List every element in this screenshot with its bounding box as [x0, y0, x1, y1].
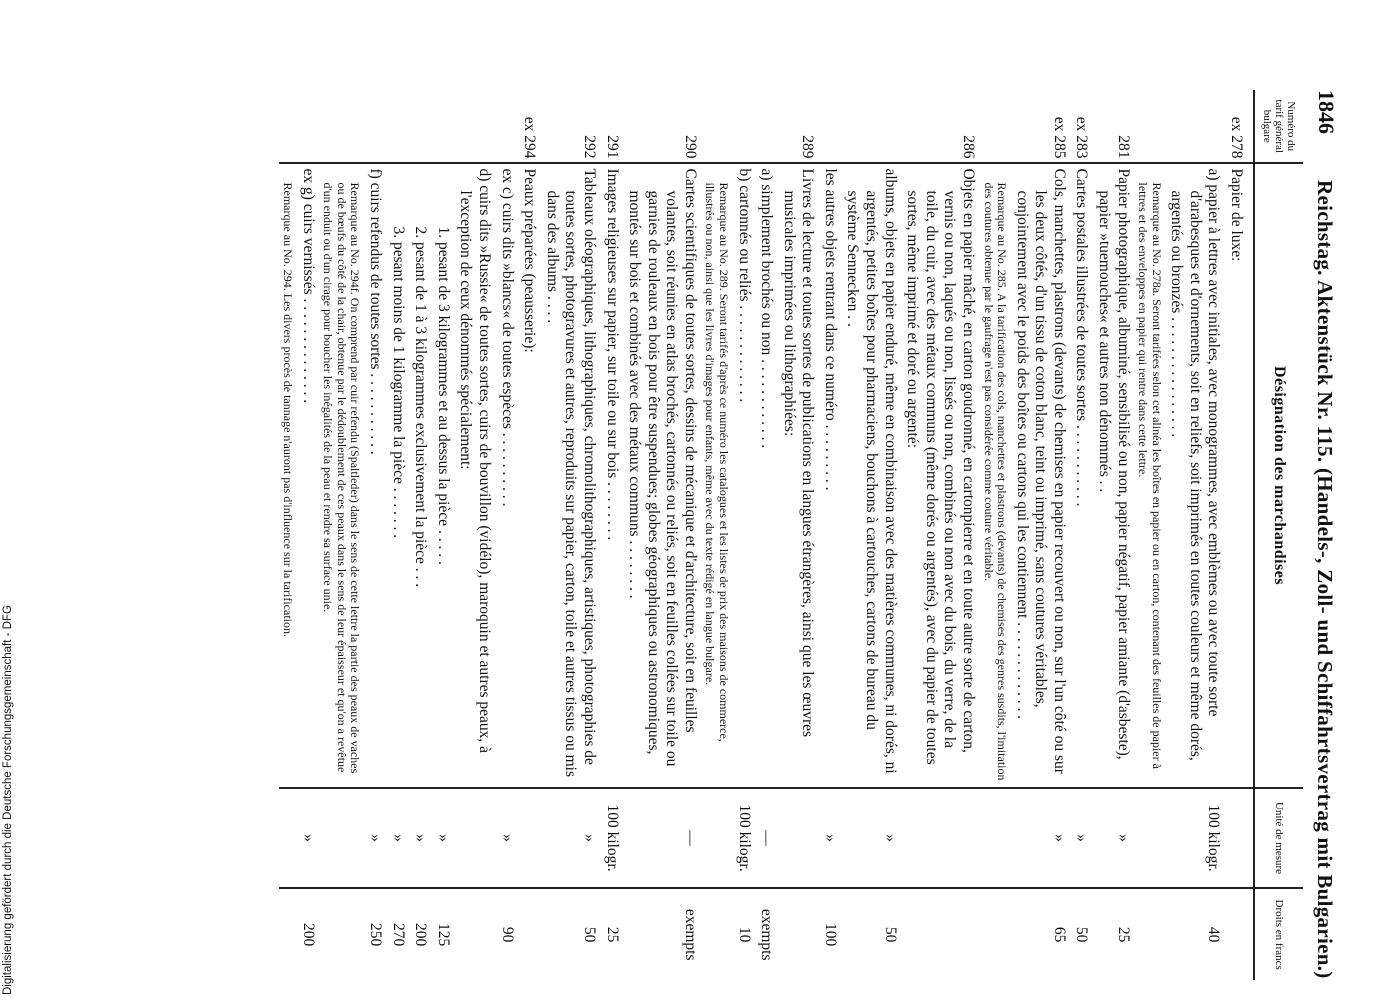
- tariff-number-cell: ex 278: [1224, 90, 1254, 163]
- designation-cell: [409, 163, 432, 787]
- designation-cell: [319, 163, 364, 787]
- duty-cell: [454, 888, 495, 980]
- tariff-number-cell: ex 285: [1010, 90, 1070, 163]
- duty-cell: 200: [299, 923, 317, 947]
- unit-cell: [701, 788, 732, 889]
- tariff-table: [279, 90, 1303, 980]
- duty-cell: exempts: [681, 908, 699, 961]
- unit-cell: »: [296, 788, 319, 889]
- table-header-row: [1254, 90, 1303, 980]
- designation-cell: [540, 163, 600, 787]
- unit-cell: »: [1070, 788, 1093, 889]
- remark-text: Remarque au No. 294f. On comprend par cuir refendu (Spaltleder) dans le sens de cette lettre la partie des peaux de vaches ou de bœufs du côté de la chair, obtenue par le dédoublement de ces peaux dans le sens de leur épaisseur et qu'on a revêtue d'un enduit ou d'un cirage pour boucher les inégalités de la peau et rendre sa surface unie.: [321, 182, 363, 774]
- designation-text: les autres objets rentrant dans ce numéro . . . . . . . . .: [821, 168, 839, 491]
- table-row: [495, 90, 518, 980]
- duty-cell: 200: [412, 923, 430, 947]
- header-designation: Désignation des marchandises: [1254, 163, 1303, 787]
- designation-cell: [755, 163, 778, 787]
- tariff-number-cell: [431, 90, 454, 163]
- duty-cell: 50: [580, 926, 598, 943]
- designation-text: ex c) cuirs dits »blancs« de toutes espèces . . . . . . . . . .: [498, 168, 516, 507]
- designation-text: f) cuirs refendus de toutes sortes . . . . . . . . . . .: [367, 168, 385, 455]
- duty-cell: [1224, 888, 1254, 980]
- unit-cell: [279, 788, 297, 889]
- designation-cell: [1224, 163, 1254, 787]
- table-row: [732, 90, 755, 980]
- table-row: [518, 90, 541, 980]
- table-row: [901, 90, 979, 980]
- designation-cell: [1010, 163, 1070, 787]
- table-row: [431, 90, 454, 980]
- duty-cell: [319, 888, 364, 980]
- unit-cell: 100 kilogr.: [1165, 788, 1225, 889]
- duty-cell: [701, 888, 732, 980]
- tariff-number-cell: [732, 90, 755, 163]
- duty-cell: [901, 888, 979, 980]
- table-row: [818, 90, 841, 980]
- table-row: [841, 90, 901, 980]
- designation-text: d) cuirs dits »Russie« de toutes sortes, cuirs de bouvillon (vidélo), maroquin et autres peaux, à l'exception de ceux dénommés spécialement:: [457, 168, 493, 754]
- tariff-number-cell: [319, 90, 364, 163]
- designation-cell: [296, 163, 319, 787]
- designation-cell: [363, 163, 386, 787]
- designation-text: 2. pesant de 1 à 3 kilogrammes exclusivement la pièce . . .: [412, 226, 430, 588]
- designation-text: ex g) cuirs vernissés . . . . . . . . . . . . . .: [299, 168, 317, 404]
- unit-cell: »: [1092, 788, 1133, 889]
- table-row: [623, 90, 701, 980]
- tariff-number-cell: [409, 90, 432, 163]
- designation-cell: [495, 163, 518, 787]
- designation-cell: [454, 163, 495, 787]
- designation-text: a) papier à lettres avec initiales, avec monogrammes, avec emblèmes ou avec toute sorte d'arabesques et d'ornements, soit en reliefs, soit imprimés en toutes couleurs et même dorés, argentés ou bronzés . . . . . . . . . . . . . . . .: [1168, 168, 1223, 761]
- remark-text: Remarque au No. 294. Les divers procès de tannage n'auront pas d'influence sur la tarification.: [281, 182, 296, 637]
- tariff-number-cell: [841, 90, 901, 163]
- designation-cell: [777, 163, 818, 787]
- table-row: [701, 90, 732, 980]
- running-title: Reichstag. Aktenstück Nr. 115. (Handels-, Zoll- und Schiffahrtsvertrag mit Bulgarien.): [1313, 180, 1337, 979]
- designation-cell: [1165, 163, 1225, 787]
- page-header: [1305, 20, 1345, 980]
- table-row: [296, 90, 319, 980]
- table-row: [755, 90, 778, 980]
- duty-cell: 10: [735, 926, 753, 943]
- table-row: [777, 90, 818, 980]
- unit-cell: »: [1010, 788, 1070, 889]
- table-row: [1010, 90, 1070, 980]
- unit-cell: [979, 788, 1010, 889]
- unit-cell: [518, 788, 541, 889]
- duty-cell: 270: [389, 923, 407, 947]
- unit-cell: —: [623, 788, 701, 889]
- duty-cell: 65: [1050, 926, 1068, 943]
- designation-cell: [386, 163, 409, 787]
- designation-text: 1. pesant de 3 kilogrammes et au dessus la pièce . . . . .: [434, 226, 452, 565]
- table-row: [319, 90, 364, 980]
- designation-text: Papier de luxe:: [1228, 168, 1245, 262]
- designation-cell: [979, 163, 1010, 787]
- unit-cell: »: [363, 788, 386, 889]
- tariff-number-cell: [1134, 90, 1165, 163]
- unit-cell: »: [386, 788, 409, 889]
- header-unit: Unité de mesure: [1254, 788, 1303, 889]
- unit-cell: »: [540, 788, 600, 889]
- duty-cell: [979, 888, 1010, 980]
- tariff-number-cell: ex 294: [518, 90, 541, 163]
- header-tariff-number: Numéro du tarif général bulgare: [1254, 90, 1303, 163]
- designation-cell: [841, 163, 901, 787]
- unit-cell: »: [818, 788, 841, 889]
- table-row: [1134, 90, 1165, 980]
- duty-cell: 90: [498, 926, 516, 943]
- remark-text: Remarque au No. 278a. Seront tarifées selon cet alinéa les boîtes en papier ou en carton, contenant des feuilles de papier à lettres et des enveloppes en papier qui rentre dans cette lettre.: [1136, 182, 1164, 769]
- tariff-number-cell: 281: [1092, 90, 1133, 163]
- duty-cell: 125: [434, 923, 452, 947]
- tariff-number-cell: [818, 90, 841, 163]
- remark-text: Remarque au No. 285. A la tarification des cols, manchettes et plastrons (devants) de chemises des genres susdits, l'imitation des coutures obtenue par le gaufrage n'est pas considérée comme couture véritable.: [981, 182, 1010, 781]
- tariff-number-cell: [279, 90, 297, 163]
- tariff-number-cell: [1165, 90, 1225, 163]
- tariff-number-cell: [454, 90, 495, 163]
- designation-cell: [623, 163, 701, 787]
- duty-cell: 50: [881, 926, 899, 943]
- designation-text: Papier photographique, albuminé, sensibilisé ou non, papier négatif, papier amiante (d'asbeste), papier »tuemouches« et autres non dénommés . .: [1096, 168, 1132, 760]
- tariff-number-cell: [495, 90, 518, 163]
- table-row: [386, 90, 409, 980]
- duty-cell: 100: [821, 923, 839, 947]
- tariff-number-cell: [979, 90, 1010, 163]
- unit-cell: [777, 788, 818, 889]
- designation-text: Cartes postales illustrées de toutes sortes . . . . . . . . . . .: [1073, 168, 1091, 507]
- designation-text: Objets en papier mâché, en carton goudronné, en cartonpierre et en toute autre sorte de carton, vernis ou non, laqués ou non, lissés ou non, combinés ou non avec du bois, du verre, de la toile, du cuir, avec des métaux communs (même dorés ou argentés), avec du papier de toutes sortes, même imprimé et doré ou argenté:: [904, 168, 978, 765]
- designation-text: Peaux préparées (peausserie):: [521, 168, 539, 353]
- table-row: [454, 90, 495, 980]
- designation-cell: [1134, 163, 1165, 787]
- table-row: [540, 90, 600, 980]
- designation-text: a) simplement brochés ou non . . . . . . . . . . . .: [758, 168, 776, 449]
- duty-cell: [1134, 888, 1165, 980]
- remark-text: Remarque au No. 289. Seront tarifés d'après ce numéro les catalogues et les listes de prix des maisons de commerce, illustrés ou non, ainsi que les livres d'images pour enfants, même avec du texte rédigé en langue bulgare.: [703, 182, 731, 742]
- duty-cell: [518, 888, 541, 980]
- designation-text: b) cartonnés ou reliés . . . . . . . . . . . . .: [735, 168, 753, 403]
- tariff-number-cell: ex 283: [1070, 90, 1093, 163]
- unit-cell: [454, 788, 495, 889]
- duty-cell: 50: [1073, 926, 1091, 943]
- designation-cell: [901, 163, 979, 787]
- tariff-number-cell: 290: [623, 90, 701, 163]
- unit-cell: [1224, 788, 1254, 889]
- designation-text: Livres de lecture et toutes sortes de publications en langues étrangères, ainsi que les œuvres musicales imprimées ou lithographiées:: [780, 168, 817, 738]
- designation-text: Tableaux oléographiques, lithographiques, chromolithographiques, artistiques, photographies de toutes sortes, photogravures et autres, reproduits sur papier, carton, toile et autres tissus ou mis dans des albums . . . .: [543, 168, 598, 778]
- duty-cell: 25: [603, 926, 621, 943]
- duty-cell: 250: [367, 923, 385, 947]
- unit-cell: »: [431, 788, 454, 889]
- unit-cell: [319, 788, 364, 889]
- duty-cell: 25: [1114, 926, 1132, 943]
- designation-text: Images religieuses sur papier, sur toile ou sur bois . . . . . . . .: [603, 168, 621, 541]
- duty-cell: exempts: [758, 908, 776, 961]
- designation-text: albums, objets en papier enduré, même en combinaison avec des matières communes, ni dorés, ni argentés, petites boîtes pour pharmaciens, bouchons à cartouches, cartons de bureau du système Sennecken . .: [844, 168, 899, 774]
- table-row: [1224, 90, 1254, 980]
- page-number: 1846: [1314, 90, 1339, 134]
- duty-cell: [777, 888, 818, 980]
- designation-text: Cols, manchettes, plastrons (devants) de chemises en papier recouvert ou non, sur l'un côté ou sur les deux côtés, d'un tissu de coton blanc, teint ou imprimé, sans coutures véritables, conjointement avec le poids des boîtes ou cartons qui les contiennent . . . . . . . . . . . . .: [1013, 168, 1068, 774]
- header-duties: Droits en francs: [1254, 888, 1303, 980]
- designation-cell: [600, 163, 623, 787]
- tariff-number-cell: 291: [600, 90, 623, 163]
- table-row: [600, 90, 623, 980]
- designation-cell: [1070, 163, 1093, 787]
- tariff-number-cell: 289: [777, 90, 818, 163]
- duty-cell: [279, 888, 297, 980]
- table-row: [409, 90, 432, 980]
- designation-cell: [431, 163, 454, 787]
- unit-cell: 100 kilogr.: [600, 788, 623, 889]
- designation-cell: [701, 163, 732, 787]
- table-row: [979, 90, 1010, 980]
- table-row: [363, 90, 386, 980]
- designation-cell: [818, 163, 841, 787]
- tariff-number-cell: [755, 90, 778, 163]
- unit-cell: [901, 788, 979, 889]
- designation-cell: [279, 163, 297, 787]
- tariff-number-cell: [296, 90, 319, 163]
- unit-cell: [1134, 788, 1165, 889]
- unit-cell: »: [495, 788, 518, 889]
- designation-cell: [732, 163, 755, 787]
- table-row: [279, 90, 297, 980]
- unit-cell: 100 kilogr.: [732, 788, 755, 889]
- unit-cell: —: [755, 788, 778, 889]
- tariff-number-cell: 286: [901, 90, 979, 163]
- tariff-number-cell: [386, 90, 409, 163]
- table-row: [1165, 90, 1225, 980]
- designation-text: 3. pesant moins de 1 kilogramme la pièce . . . . . . .: [389, 226, 407, 539]
- table-row: [1092, 90, 1133, 980]
- table-row: [1070, 90, 1093, 980]
- designation-cell: [518, 163, 541, 787]
- designation-cell: [1092, 163, 1133, 787]
- tariff-number-cell: [701, 90, 732, 163]
- unit-cell: »: [841, 788, 901, 889]
- designation-text: Cartes scientifiques de toutes sortes, dessins de mécanique et d'architecture, soit en feuilles volantes, soit réunies en atlas brochés, cartonnés ou reliés, soit en feuilles collées sur toile ou garnies de rouleaux en bois pour être suspendues; globes géographiques ou astronomiques, montés sur bois et combinés avec des métaux communs . . . . . . . .: [626, 168, 699, 767]
- unit-cell: »: [409, 788, 432, 889]
- duty-cell: 40: [1205, 926, 1223, 943]
- tariff-number-cell: [363, 90, 386, 163]
- tariff-number-cell: 292: [540, 90, 600, 163]
- digitization-note: Digitalisierung gefördert durch die Deutsche Forschungsgemeinschaft - DFG: [2, 605, 14, 995]
